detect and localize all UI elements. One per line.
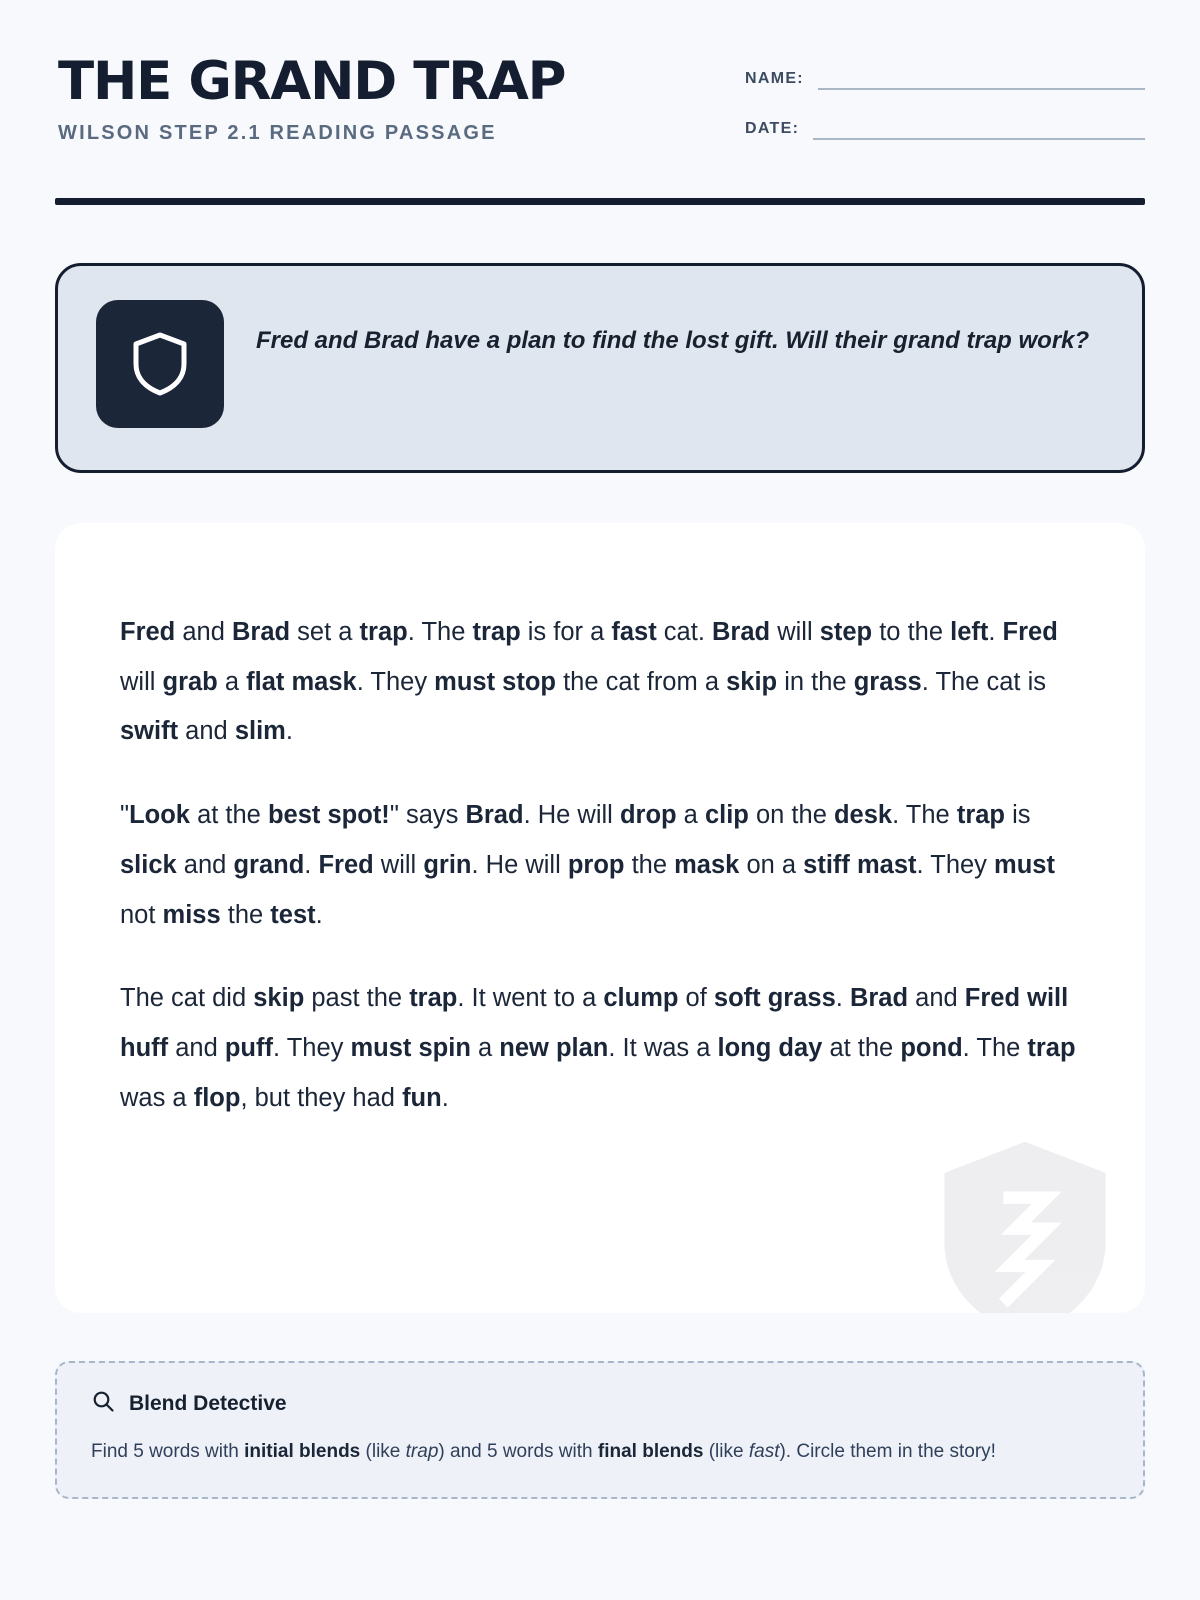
- shield-watermark-icon: [935, 1133, 1115, 1313]
- worksheet-header: [55, 40, 1145, 170]
- passage-card: [55, 523, 1145, 1313]
- page-title: THE GRAND TRAP: [58, 51, 566, 112]
- shield-icon: [96, 300, 224, 428]
- passage-paragraph: The cat did skip past the trap. It went to a clump of soft grass. Brad and Fred will huff and puff. They must spin a new plan. It was a long day at the pond. The trap was a flop, but they had fun.: [120, 984, 1076, 1112]
- activity-header: [91, 1389, 1109, 1418]
- name-date-block: [745, 54, 1145, 170]
- title-block: [55, 51, 566, 145]
- name-label: NAME:: [745, 70, 804, 87]
- activity-box: [55, 1361, 1145, 1499]
- header-divider: [55, 198, 1145, 205]
- magnifier-icon: [91, 1389, 115, 1418]
- intro-callout: [55, 263, 1145, 473]
- passage-paragraph: Fred and Brad set a trap. The trap is for a fast cat. Brad will step to the left. Fred will grab a flat mask. They must stop the cat from a skip in the grass. The cat is swift and slim.: [120, 618, 1058, 746]
- date-input-line[interactable]: [813, 120, 1145, 140]
- page-subtitle: WILSON STEP 2.1 READING PASSAGE: [58, 121, 497, 144]
- passage-paragraph: "Look at the best spot!" says Brad. He will drop a clip on the desk. The trap is slick and grand. Fred will grin. He will prop the mask on a stiff mast. They must not miss the test.: [120, 801, 1055, 929]
- name-row: [745, 70, 1145, 90]
- activity-title: Blend Detective: [129, 1391, 287, 1415]
- intro-text: Fred and Brad have a plan to find the lost gift. Will their grand trap work?: [256, 327, 1090, 354]
- date-row: [745, 120, 1145, 140]
- date-label: DATE:: [745, 120, 800, 137]
- name-input-line[interactable]: [818, 70, 1145, 90]
- activity-instructions: Find 5 words with initial blends (like trap) and 5 words with final blends (like fast). Circle them in the story!: [91, 1441, 996, 1462]
- passage-body: [120, 608, 1080, 1123]
